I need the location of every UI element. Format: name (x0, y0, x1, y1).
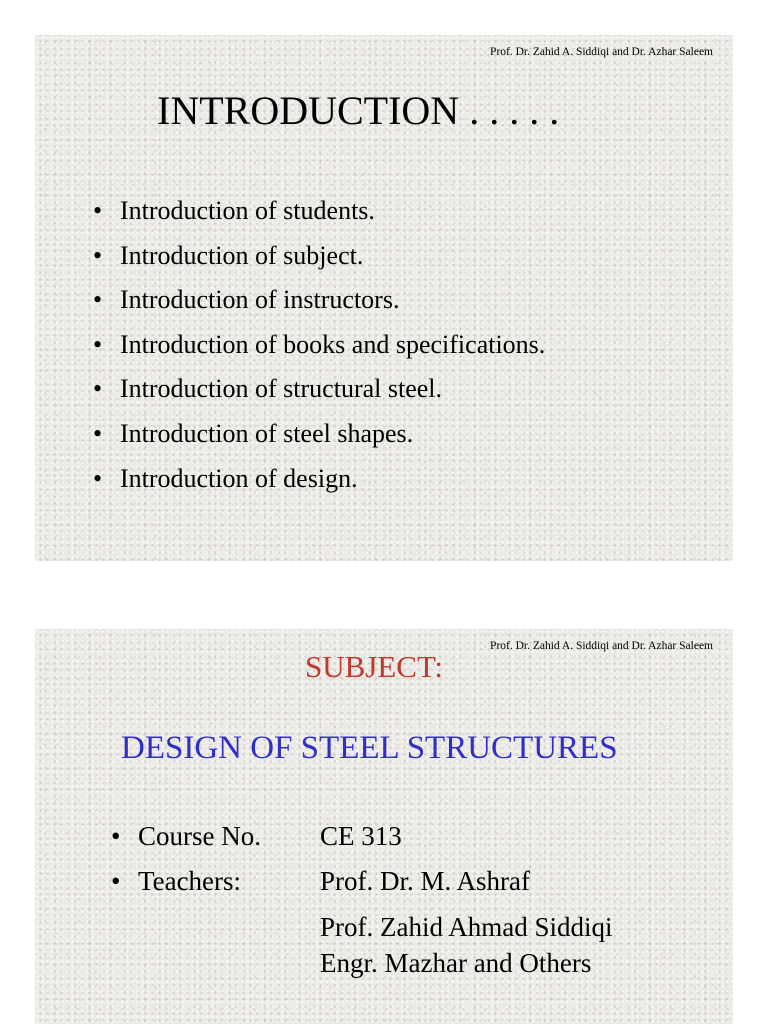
list-item (93, 327, 545, 372)
list-item-text: Introduction of design. (120, 463, 358, 493)
teacher-name: Prof. Zahid Ahmad Siddiqi (320, 912, 613, 942)
list-item-text: Introduction of instructors. (120, 285, 400, 315)
list-item-text: Introduction of books and specifications. (120, 329, 546, 359)
list-item-text: Introduction of students. (120, 196, 375, 225)
bullet-icon: • (111, 821, 121, 851)
subject-title: DESIGN OF STEEL STRUCTURES (121, 730, 618, 766)
list-item-text: Introduction of structural steel. (120, 374, 443, 404)
teachers-label: Teachers: (138, 866, 242, 896)
section-heading: SUBJECT: (305, 649, 443, 684)
list-item (93, 193, 545, 238)
bullet-icon: • (93, 329, 103, 359)
slide-credit: Prof. Dr. Zahid A. Siddiqi and Dr. Azhar Saleem (490, 46, 713, 58)
slide-introduction (35, 35, 733, 561)
list-item (93, 416, 545, 461)
list-item-text: Introduction of subject. (120, 240, 364, 270)
list-item (93, 461, 545, 506)
bullet-list (93, 193, 545, 505)
list-item (93, 282, 545, 327)
slide-credit: Prof. Dr. Zahid A. Siddiqi and Dr. Azhar Saleem (490, 640, 713, 652)
course-label: Course No. (138, 821, 261, 851)
bullet-icon: • (93, 418, 103, 448)
bullet-icon: • (93, 285, 103, 315)
slide-subject (35, 629, 733, 1024)
list-item (93, 371, 545, 416)
course-value: CE 313 (320, 821, 402, 851)
teachers-row (111, 866, 530, 897)
bullet-icon: • (93, 463, 103, 493)
slide-title: INTRODUCTION . . . . . (157, 88, 560, 133)
bullet-icon: • (93, 374, 103, 404)
bullet-icon: • (111, 866, 121, 896)
bullet-icon: • (93, 240, 103, 270)
teacher-name: Prof. Dr. M. Ashraf (320, 866, 530, 896)
course-row (111, 821, 402, 852)
teacher-name: Engr. Mazhar and Others (320, 948, 592, 978)
list-item-text: Introduction of steel shapes. (120, 418, 414, 448)
list-item (93, 238, 545, 283)
bullet-icon: • (93, 196, 103, 225)
